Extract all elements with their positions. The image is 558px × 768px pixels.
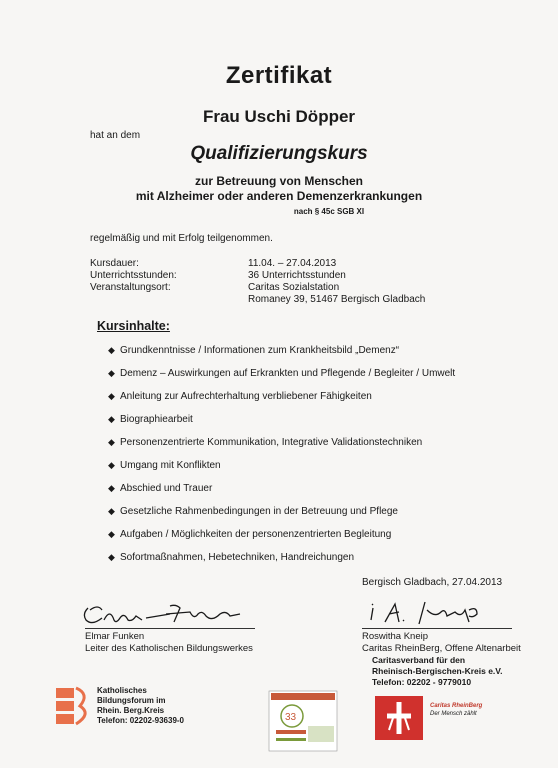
list-item: ◆ Personenzentrierte Kommunikation, Integrative Validationstechniken [108, 437, 423, 448]
intro-text: hat an dem [90, 130, 141, 141]
diamond-bullet-icon: ◆ [108, 414, 115, 424]
diamond-bullet-icon: ◆ [108, 391, 115, 401]
demenz-servicezentrum-logo-icon [268, 690, 338, 752]
signatory-left-name: Elmar Funken [85, 631, 145, 642]
list-item: ◆ Umgang mit Konflikten [108, 460, 221, 471]
certificate-title: Zertifikat [225, 62, 333, 89]
signature-line-right [362, 628, 512, 629]
subtitle-line-2: mit Alzheimer oder anderen Demenzerkrankungen [135, 189, 423, 203]
list-item: ◆ Abschied und Trauer [108, 483, 213, 494]
detail-value-address: Romaney 39, 51467 Bergisch Gladbach [248, 294, 426, 305]
svg-text:33: 33 [285, 712, 297, 723]
legal-paragraph: nach § 45c SGB XI [293, 207, 365, 216]
signature-line-left [85, 628, 255, 629]
list-item: ◆ Aufgaben / Möglichkeiten der personenzentrierten Begleitung [108, 529, 392, 540]
diamond-bullet-icon: ◆ [108, 483, 115, 493]
diamond-bullet-icon: ◆ [108, 345, 115, 355]
list-item: ◆ Gesetzliche Rahmenbedingungen in der Betreuung und Pflege [108, 506, 398, 517]
diamond-bullet-icon: ◆ [108, 460, 115, 470]
signature-right-image [365, 598, 495, 628]
course-subtitle [0, 174, 558, 204]
signatory-left-role: Leiter des Katholischen Bildungswerkes [85, 643, 253, 654]
caritas-logo-text: Caritas RheinBerg Der Mensch zählt [430, 703, 483, 717]
list-item: ◆ Biographiearbeit [108, 414, 193, 425]
list-item: ◆ Grundkenntnisse / Informationen zum Krankheitsbild „Demenz“ [108, 345, 400, 356]
contents-heading: Kursinhalte: [97, 319, 170, 333]
signature-right-block [362, 631, 521, 655]
signature-left-image [80, 600, 250, 630]
detail-value-hours: 36 Unterrichtsstunden [248, 270, 346, 281]
diamond-bullet-icon: ◆ [108, 529, 115, 539]
completion-text: regelmäßig und mit Erfolg teilgenommen. [90, 233, 273, 244]
detail-label-hours: Unterrichtsstunden: [90, 270, 177, 281]
caritas-contact: Caritasverband für den Rheinisch-Bergischen-Kreis e.V. Telefon: 02202 - 9779010 [372, 655, 503, 687]
list-item: ◆ Sofortmaßnahmen, Hebetechniken, Handreichungen [108, 552, 355, 563]
detail-value-venue: Caritas Sozialstation [248, 282, 340, 293]
detail-label-venue: Veranstaltungsort: [90, 282, 171, 293]
detail-value-duration: 11.04. – 27.04.2013 [248, 258, 337, 269]
kath-bildungsforum-logo-icon [54, 684, 94, 728]
place-date: Bergisch Gladbach, 27.04.2013 [362, 577, 503, 588]
kath-contact: Katholisches Bildungsforum im Rhein. Berg.Kreis Telefon: 02202-93639-0 [97, 686, 185, 725]
list-item: ◆ Demenz – Auswirkungen auf Erkrankten und Pflegende / Begleiter / Umwelt [108, 368, 456, 379]
detail-label-duration: Kursdauer: [90, 258, 139, 269]
diamond-bullet-icon: ◆ [108, 368, 115, 378]
recipient-name: Frau Uschi Döpper [202, 107, 356, 126]
signatory-right-name: Roswitha Kneip [362, 631, 429, 642]
diamond-bullet-icon: ◆ [108, 552, 115, 562]
caritas-logo-icon [375, 696, 423, 740]
list-item: ◆ Anleitung zur Aufrechterhaltung verbliebener Fähigkeiten [108, 391, 372, 402]
course-title: Qualifizierungskurs [190, 143, 368, 164]
diamond-bullet-icon: ◆ [108, 437, 115, 447]
diamond-bullet-icon: ◆ [108, 506, 115, 516]
subtitle-line-1: zur Betreuung von Menschen [194, 174, 364, 188]
signature-left-block [85, 631, 253, 655]
signatory-right-role: Caritas RheinBerg, Offene Altenarbeit [362, 643, 521, 654]
